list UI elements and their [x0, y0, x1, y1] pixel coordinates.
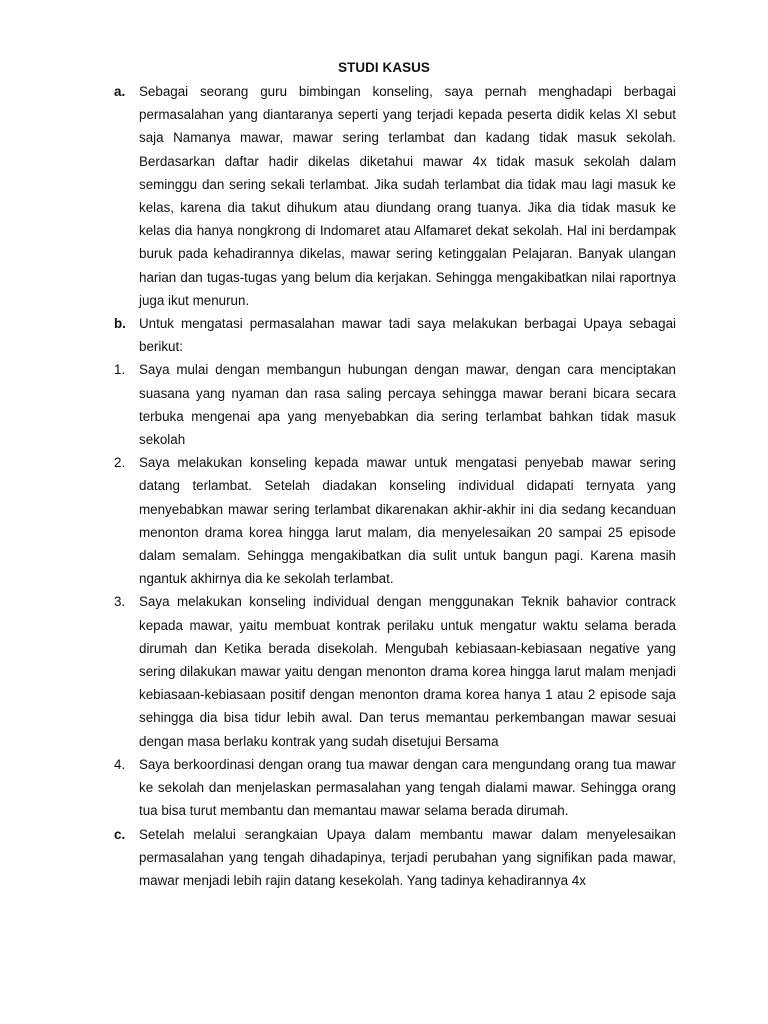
- list-item-text: Saya berkoordinasi dengan orang tua mawar dengan cara mengundang orang tua mawar ke sekolah dan menjelaskan permasalahan yang tengah dialami mawar. Sehingga orang tua bisa turut membantu dan memantau mawar selama berada dirumah.: [139, 756, 676, 819]
- list-item-1: [114, 358, 676, 451]
- list-item-text: Untuk mengatasi permasalahan mawar tadi saya melakukan berbagai Upaya sebagai berikut:: [139, 316, 676, 355]
- list-item-3: [114, 590, 676, 752]
- list-marker: 3.: [114, 594, 126, 610]
- list-marker: 1.: [114, 362, 126, 378]
- list-marker: c.: [114, 826, 126, 842]
- list-marker: a.: [114, 84, 126, 99]
- list-item-b: [114, 312, 676, 358]
- list-item-a: [114, 80, 676, 312]
- list-item-text: Setelah melalui serangkaian Upaya dalam membantu mawar dalam menyelesaikan permasalahan yang tengah dihadapinya, terjadi perubahan yang signifikan pada mawar, mawar menjadi lebih rajin datang kesekolah. Yang tadinya kehadirannya 4x: [139, 826, 676, 888]
- list-item-2: [114, 451, 676, 590]
- list-item-text: Saya melakukan konseling individual dengan menggunakan Teknik bahavior contrack kepada mawar, yaitu membuat kontrak perilaku untuk mengatur waktu selama berada dirumah dan Ketika berada disekolah. Mengubah kebiasaan-kebiasaan negative yang sering dilakukan mawar yaitu dengan menonton drama korea hingga larut malam menjadi kebiasaan-kebiasaan positif dengan menonton drama korea hanya 1 atau 2 episode saja sehingga dia bisa tidur lebih awal. Dan terus memantau perkembangan mawar sesuai dengan masa berlaku kontrak yang sudah disetujui Bersama: [139, 594, 676, 749]
- list-item-text: Sebagai seorang guru bimbingan konseling, saya pernah menghadapi berbagai permasalahan yang diantaranya seperti yang terjadi kepada peserta didik kelas XI sebut saja Namanya mawar, mawar sering terlambat dan kadang tidak masuk sekolah. Berdasarkan daftar hadir dikelas diketahui mawar 4x tidak masuk sekolah dalam seminggu dan sering sekali terlambat. Jika sudah terlambat dia tidak mau lagi masuk ke kelas, karena dia takut dihukum atau diundang orang tuanya. Jika dia tidak masuk ke kelas dia hanya nongkrong di Indomaret atau Alfamaret dekat sekolah. Hal ini berdampak buruk pada kehadirannya dikelas, mawar sering ketinggalan Pelajaran. Banyak ulangan harian dan tugas-tugas yang belum dia kerjakan. Sehingga mengakibatkan nilai raportnya juga ikut menurun.: [139, 84, 676, 308]
- list-item-text: Saya melakukan konseling kepada mawar untuk mengatasi penyebab mawar sering datang terlambat. Setelah diadakan konseling individual didapati ternyata yang menyebabkan mawar sering terlambat dikarenakan akhir-akhir ini dia sedang kecanduan menonton drama korea hingga larut malam, dia menyelesaikan 20 sampai 25 episode dalam semalam. Sehingga mengakibatkan dia sulit untuk bangun pagi. Karena masih ngantuk akhirnya dia ke sekolah terlambat.: [139, 455, 676, 587]
- list-item-text: Saya mulai dengan membangun hubungan dengan mawar, dengan cara menciptakan suasana yang nyaman dan rasa saling percaya sehingga mawar berani bicara secara terbuka mengenai apa yang menyebabkan dia sering terlambat bahkan tidak masuk sekolah: [139, 362, 676, 448]
- list-item-c: [114, 823, 676, 893]
- case-list: [114, 80, 676, 892]
- document-title: STUDI KASUS: [338, 60, 430, 75]
- list-marker: 4.: [114, 756, 126, 772]
- list-marker: 2.: [114, 455, 126, 471]
- list-marker: b.: [114, 316, 126, 332]
- list-item-4: [114, 753, 676, 823]
